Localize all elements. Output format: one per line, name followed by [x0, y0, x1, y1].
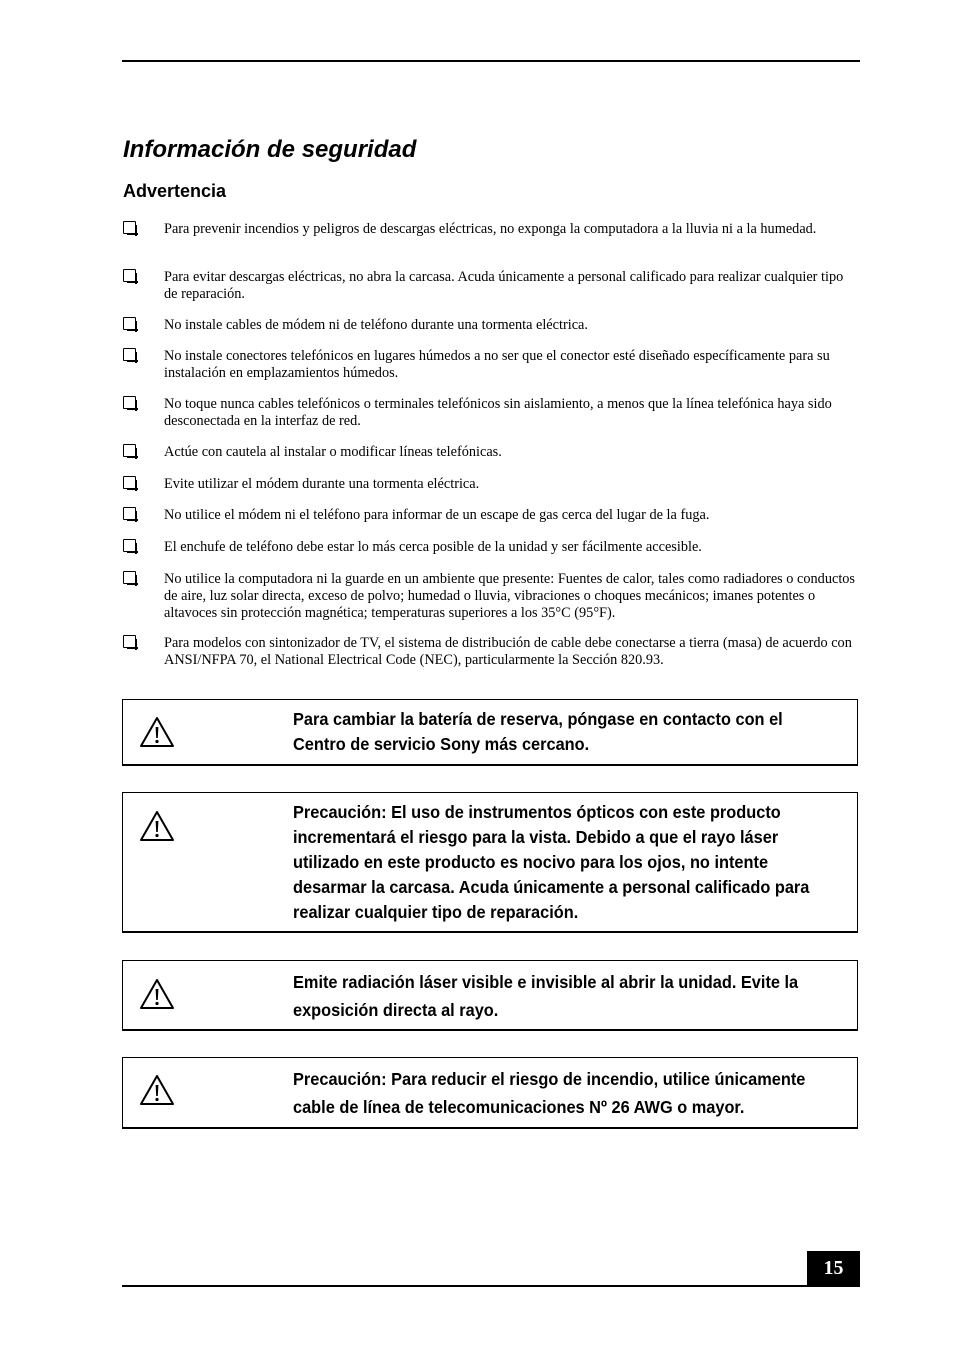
list-item-text: El enchufe de teléfono debe estar lo más cerca posible de la unidad y ser fácilmente accesible. — [164, 539, 702, 555]
list-item — [123, 221, 860, 238]
warning-text: Precaución: Para reducir el riesgo de incendio, utilice únicamente cable de línea de telecomunicaciones Nº 26 AWG o mayor. — [293, 1069, 806, 1117]
checkbox-bullet-icon — [123, 507, 136, 520]
list-item — [123, 539, 860, 556]
list-item-text: Para modelos con sintonizador de TV, el sistema de distribución de cable debe conectarse a tierra (masa) de acuerdo con ANSI/NFPA 70, el National Electrical Code (NEC), particularmente la Sección 820.93. — [164, 635, 852, 668]
list-item — [123, 476, 860, 493]
list-item-text: Para evitar descargas eléctricas, no abra la carcasa. Acuda únicamente a personal calificado para realizar cualquier tipo de reparación. — [164, 269, 844, 302]
checkbox-bullet-icon — [123, 444, 136, 457]
warning-text: Precaución: El uso de instrumentos ópticos con este producto incrementará el riesgo para la vista. Debido a que el rayo láser utilizado en este producto es nocivo para los ojos, no intente desarmar la carcasa. Acuda únicamente a personal calificado para realizar cualquier tipo de reparación. — [293, 802, 810, 922]
header-rule — [122, 60, 860, 62]
section-title: Información de seguridad — [123, 136, 417, 163]
warning-text: Para cambiar la batería de reserva, póngase en contacto con el Centro de servicio Sony más cercano. — [293, 709, 783, 754]
checkbox-bullet-icon — [123, 317, 136, 330]
checkbox-bullet-icon — [123, 571, 136, 584]
list-item — [123, 269, 860, 303]
warning-box — [122, 1057, 858, 1129]
list-item — [123, 507, 860, 524]
warning-box — [122, 960, 858, 1031]
warning-triangle-icon — [139, 810, 175, 842]
checkbox-bullet-icon — [123, 396, 136, 409]
list-item-text: Actúe con cautela al instalar o modificar líneas telefónicas. — [164, 444, 502, 460]
checkbox-bullet-icon — [123, 635, 136, 648]
warning-text: Emite radiación láser visible e invisible al abrir la unidad. Evite la exposición directa al rayo. — [293, 972, 799, 1020]
footer-rule — [122, 1285, 860, 1287]
list-item-text: No utilice la computadora ni la guarde en un ambiente que presente: Fuentes de calor, tales como radiadores o conductos de aire, luz solar directa, exceso de polvo; humedad o lluvia, vibraciones o choques mecánicos; imanes potentes o altavoces sin protección magnética; temperaturas superiores a los 35°C (95°F). — [164, 571, 855, 621]
section-subtitle: Advertencia — [123, 181, 227, 201]
warning-triangle-icon — [139, 978, 175, 1010]
list-item-text: No utilice el módem ni el teléfono para informar de un escape de gas cerca del lugar de la fuga. — [164, 507, 710, 523]
checkbox-bullet-icon — [123, 221, 136, 234]
list-item — [123, 571, 860, 622]
list-item — [123, 396, 860, 430]
list-item-text: Evite utilizar el módem durante una tormenta eléctrica. — [164, 476, 480, 492]
list-item-text: No instale conectores telefónicos en lugares húmedos a no ser que el conector esté diseñado específicamente para su instalación en emplazamientos húmedos. — [164, 348, 830, 381]
checkbox-bullet-icon — [123, 476, 136, 489]
checkbox-bullet-icon — [123, 269, 136, 282]
list-item-text: No toque nunca cables telefónicos o terminales telefónicos sin aislamiento, a menos que la línea telefónica haya sido desconectada en la interfaz de red. — [164, 396, 832, 429]
warning-box — [122, 792, 858, 933]
checkbox-bullet-icon — [123, 539, 136, 552]
warning-box — [122, 699, 858, 766]
list-item-text: Para prevenir incendios y peligros de descargas eléctricas, no exponga la computadora a la lluvia ni a la humedad. — [164, 221, 817, 237]
list-item-text: No instale cables de módem ni de teléfono durante una tormenta eléctrica. — [164, 317, 588, 333]
warning-triangle-icon — [139, 1074, 175, 1106]
list-item — [123, 635, 860, 669]
warning-triangle-icon — [139, 716, 175, 748]
page-number: 15 — [807, 1251, 860, 1287]
list-item — [123, 317, 860, 334]
checkbox-bullet-icon — [123, 348, 136, 361]
list-item — [123, 348, 860, 382]
list-item — [123, 444, 860, 461]
